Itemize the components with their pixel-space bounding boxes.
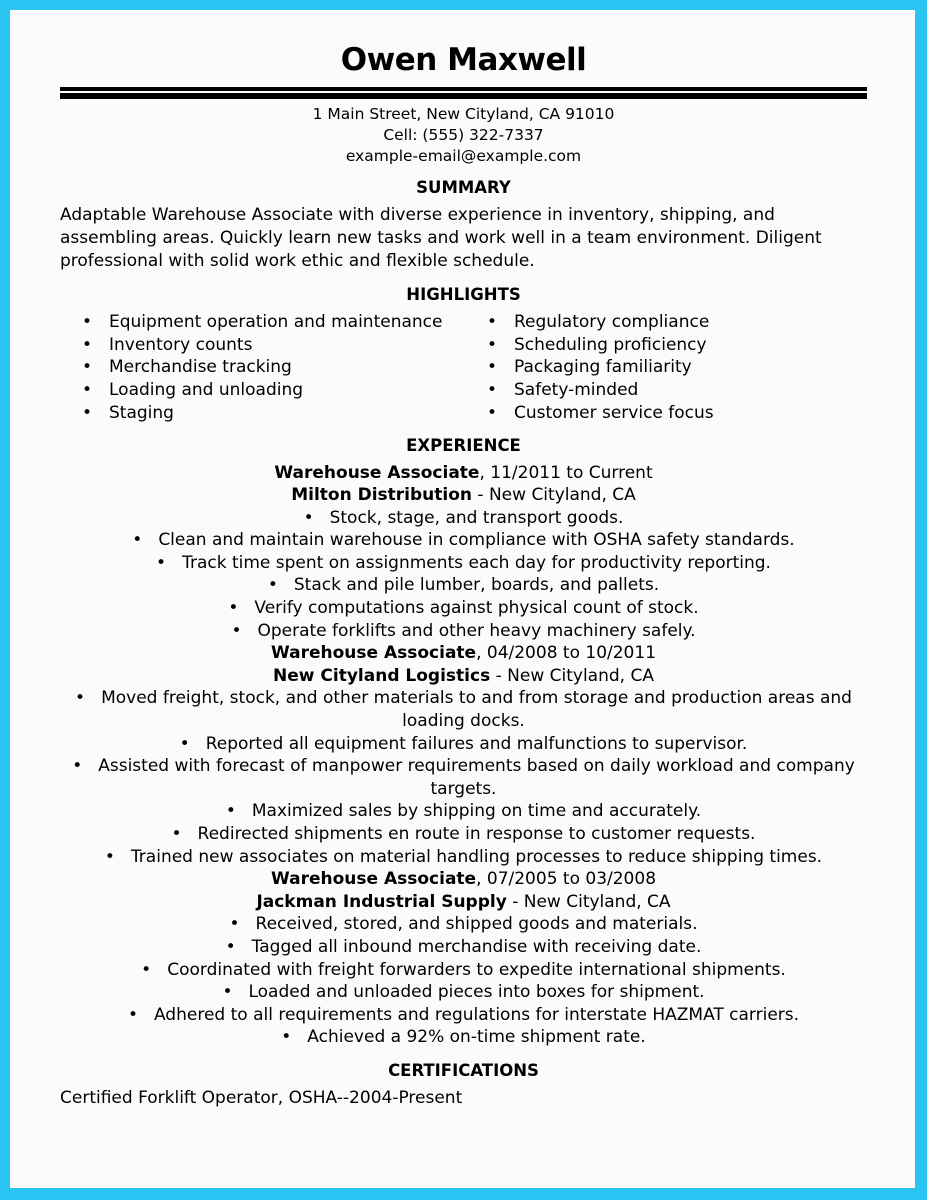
job-bullet [60, 507, 867, 530]
job-bullet [60, 733, 867, 756]
bullet-icon: • [156, 552, 167, 573]
certifications-heading: CERTIFICATIONS [388, 1060, 539, 1080]
bullet-icon: • [179, 733, 190, 754]
summary-heading: SUMMARY [416, 178, 511, 197]
bullet-text: Tagged all inbound merchandise with receiving date. [251, 936, 702, 957]
bullet-text: Adhered to all requirements and regulations for interstate HAZMAT carriers. [153, 1004, 800, 1025]
job-title-line [60, 642, 867, 665]
company-location: - New Cityland, CA [490, 665, 654, 686]
job-entry [60, 642, 867, 868]
bullet-icon: • [229, 914, 240, 935]
bullet-icon: • [141, 959, 152, 980]
bullet-text: Coordinated with freight forwarders to expedite international shipments. [167, 959, 786, 980]
company-line [60, 891, 867, 914]
bullet-text: Loaded and unloaded pieces into boxes for shipment. [248, 982, 705, 1003]
bullet-text: Clean and maintain warehouse in compliance with OSHA safety standards. [158, 530, 795, 551]
bullet-text: Moved freight, stock, and other materials to and from storage and production areas and loading docks. [101, 688, 852, 732]
company-location: - New Cityland, CA [472, 485, 636, 506]
company-name: Milton Distribution [291, 485, 473, 506]
bullet-icon: • [75, 688, 86, 709]
job-title: Warehouse Associate [270, 869, 477, 890]
bullet-icon: • [225, 801, 236, 822]
job-bullet [60, 687, 867, 732]
job-dates: , 11/2011 to Current [479, 462, 653, 483]
bullet-icon: • [104, 846, 115, 867]
job-dates: , 07/2005 to 03/2008 [476, 869, 657, 890]
bullet-text: Maximized sales by shipping on time and accurately. [251, 801, 702, 822]
job-title-line [60, 868, 867, 891]
bullet-text: Trained new associates on material handling processes to reduce shipping times. [130, 846, 823, 867]
highlight-item: • Packaging familiarity [465, 356, 865, 379]
job-title: Warehouse Associate [274, 462, 480, 483]
company-name: Jackman Industrial Supply [256, 891, 507, 912]
job-bullet [60, 981, 867, 1004]
company-line [60, 665, 867, 688]
bullet-text: Verify computations against physical count of stock. [254, 598, 699, 619]
resume-content [60, 10, 867, 1110]
job-bullet [60, 1026, 867, 1049]
job-bullet [60, 552, 867, 575]
bullet-text: Achieved a 92% on-time shipment rate. [307, 1027, 646, 1048]
company-name: New Cityland Logistics [273, 665, 491, 686]
bullet-text: Stock, stage, and transport goods. [329, 507, 624, 528]
bullet-icon: • [127, 1004, 138, 1025]
phone: Cell: (555) 322-7337 [383, 126, 544, 144]
header-rule-thick [60, 93, 867, 99]
header-rule [60, 87, 867, 91]
bullet-icon: • [267, 575, 278, 596]
bullet-icon: • [228, 598, 239, 619]
bullet-text: Received, stored, and shipped goods and materials. [255, 914, 698, 935]
resume-page [10, 10, 915, 1188]
bullet-icon: • [171, 824, 182, 845]
job-bullet [60, 574, 867, 597]
highlight-item: • Equipment operation and maintenance [60, 311, 465, 334]
job-bullet [60, 620, 867, 643]
bullet-icon: • [222, 982, 233, 1003]
experience-list [60, 462, 867, 1049]
highlights-heading: HIGHLIGHTS [406, 285, 521, 304]
bullet-text: Redirected shipments en route in response to customer requests. [197, 824, 756, 845]
job-entry [60, 868, 867, 1049]
bullet-text: Operate forklifts and other heavy machinery safely. [257, 620, 696, 641]
highlights-list [60, 311, 867, 425]
highlight-item: • Scheduling proficiency [465, 334, 865, 357]
job-bullet [60, 800, 867, 823]
bullet-icon: • [281, 1027, 292, 1048]
address: 1 Main Street, New Cityland, CA 91010 [312, 105, 615, 123]
bullet-icon: • [231, 620, 242, 641]
job-title-line [60, 462, 867, 485]
job-bullet [60, 597, 867, 620]
highlight-item: • Merchandise tracking [60, 356, 465, 379]
job-bullet [60, 846, 867, 869]
highlight-item: • Inventory counts [60, 334, 465, 357]
bullet-text: Reported all equipment failures and malfunctions to supervisor. [205, 733, 748, 754]
highlight-item: • Staging [60, 402, 465, 425]
bullet-text: Track time spent on assignments each day for productivity reporting. [182, 552, 771, 573]
job-bullet [60, 823, 867, 846]
bullet-text: Stack and pile lumber, boards, and pallets. [293, 575, 660, 596]
summary-text: Adaptable Warehouse Associate with diverse experience in inventory, shipping, and assembling areas. Quickly learn new tasks and work well in a team environment. Diligent professional with solid work ethic and flexible schedule. [60, 205, 822, 271]
job-bullet [60, 1004, 867, 1027]
highlight-item: • Loading and unloading [60, 379, 465, 402]
job-bullet [60, 755, 867, 800]
company-line [60, 484, 867, 507]
job-bullet [60, 936, 867, 959]
email: example-email@example.com [345, 147, 582, 165]
bullet-icon: • [225, 936, 236, 957]
candidate-name: Owen Maxwell [340, 42, 587, 78]
job-bullet [60, 913, 867, 936]
highlight-item: • Regulatory compliance [465, 311, 865, 334]
certification-text: Certified Forklift Operator, OSHA--2004-Present [60, 1087, 463, 1108]
bullet-icon: • [72, 756, 83, 777]
highlight-item: • Safety-minded [465, 379, 865, 402]
job-entry [60, 462, 867, 643]
company-location: - New Cityland, CA [506, 891, 671, 912]
job-bullet [60, 959, 867, 982]
bullet-icon: • [132, 530, 143, 551]
highlight-item: • Customer service focus [465, 402, 865, 425]
bullet-icon: • [303, 507, 314, 528]
bullet-text: Assisted with forecast of manpower requirements based on daily workload and company targets. [98, 756, 855, 799]
experience-heading: EXPERIENCE [406, 435, 521, 455]
job-bullet [60, 529, 867, 552]
job-title: Warehouse Associate [270, 643, 477, 664]
job-dates: , 04/2008 to 10/2011 [476, 643, 657, 664]
contact-info [60, 104, 867, 167]
